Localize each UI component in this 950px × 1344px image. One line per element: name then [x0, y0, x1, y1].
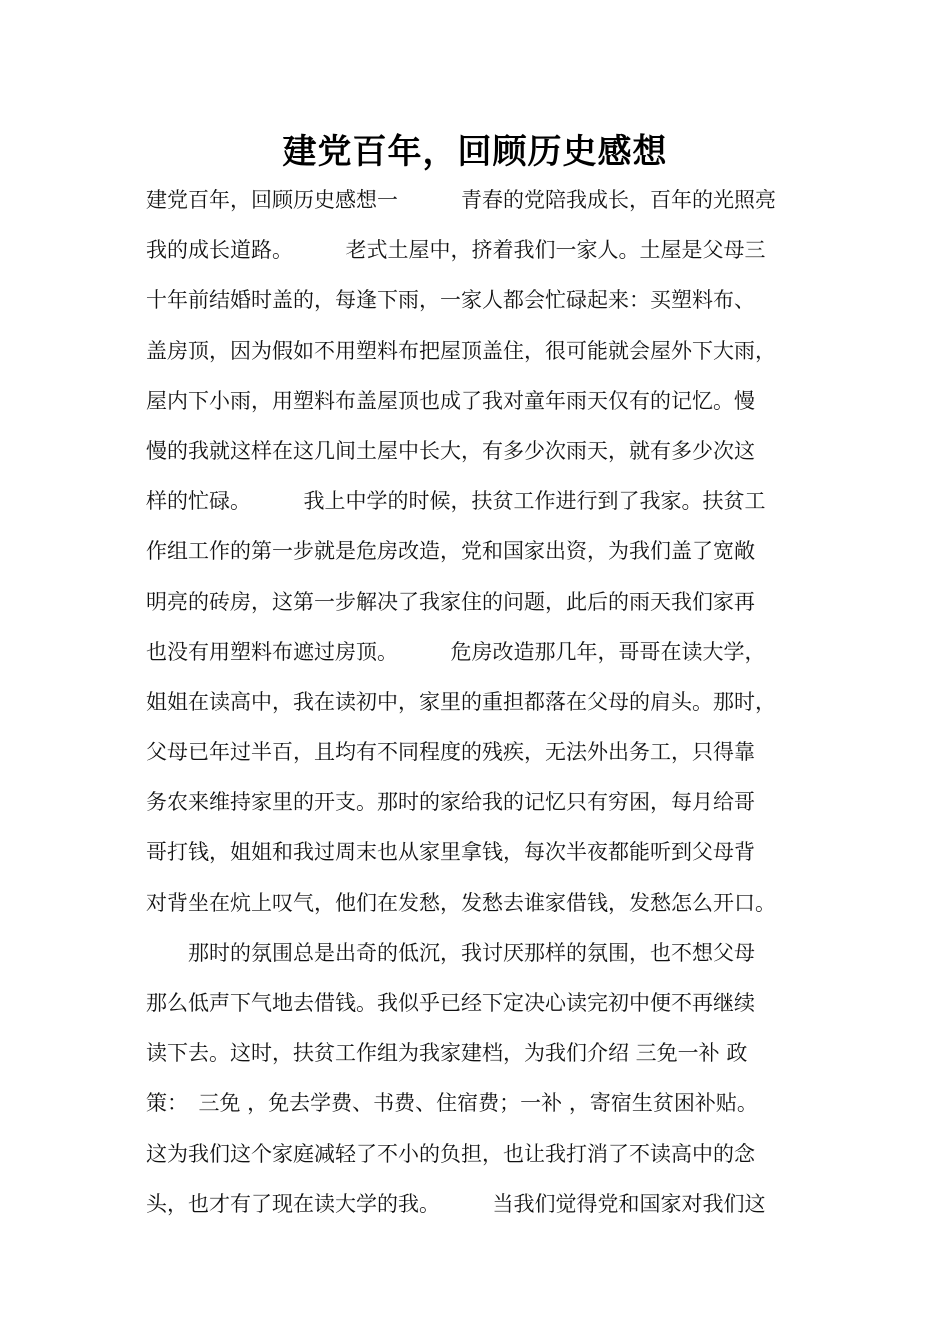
text-line: 姐姐在读高中，我在读初中，家里的重担都落在父母的肩头。那时， — [146, 689, 776, 714]
text-line: 慢的我就这样在这几间土屋中长大，有多少次雨天，就有多少次这 — [146, 438, 755, 463]
text-line: 我的成长道路。 老式土屋中，挤着我们一家人。土屋是父母三 — [146, 238, 766, 263]
text-line: 盖房顶，因为假如不用塑料布把屋顶盖住，很可能就会屋外下大雨， — [146, 338, 776, 363]
text-line: 十年前结婚时盖的，每逢下雨，一家人都会忙碌起来：买塑料布、 — [146, 288, 755, 313]
text-line: 务农来维持家里的开支。那时的家给我的记忆只有穷困，每月给哥 — [146, 790, 755, 815]
text-line: 那时的氛围总是出奇的低沉，我讨厌那样的氛围，也不想父母 — [146, 940, 755, 965]
text-line: 样的忙碌。 我上中学的时候，扶贫工作进行到了我家。扶贫工 — [146, 489, 766, 514]
text-line: 对背坐在炕上叹气，他们在发愁，发愁去谁家借钱，发愁怎么开口。 — [146, 890, 776, 915]
text-line: 头，也才有了现在读大学的我。 当我们觉得党和国家对我们这 — [146, 1191, 766, 1216]
text-line: 建党百年，回顾历史感想一 青春的党陪我成长，百年的光照亮 — [146, 188, 776, 212]
text-line: 屋内下小雨，用塑料布盖屋顶也成了我对童年雨天仅有的记忆。慢 — [146, 388, 755, 413]
text-line: 读下去。这时，扶贫工作组为我家建档，为我们介绍 三免一补 政 — [146, 1041, 748, 1066]
text-line: 那么低声下气地去借钱。我似乎已经下定决心读完初中便不再继续 — [146, 991, 755, 1015]
text-line: 明亮的砖房，这第一步解决了我家住的问题，此后的雨天我们家再 — [146, 589, 755, 614]
document-body — [146, 180, 836, 1234]
text-line: 策： 三免 ，免去学费、书费、住宿费；一补 ，寄宿生贫困补贴。 — [146, 1091, 758, 1116]
text-line: 哥打钱，姐姐和我过周末也从家里拿钱，每次半夜都能听到父母背 — [146, 840, 755, 865]
text-line: 父母已年过半百，且均有不同程度的残疾，无法外出务工，只得靠 — [146, 740, 755, 765]
text-line: 这为我们这个家庭减轻了不小的负担，也让我打消了不读高中的念 — [146, 1141, 755, 1166]
text-line: 作组工作的第一步就是危房改造，党和国家出资，为我们盖了宽敞 — [146, 539, 755, 564]
document-title: 建党百年，回顾历史感想 — [282, 132, 668, 172]
text-line: 也没有用塑料布遮过房顶。 危房改造那几年，哥哥在读大学， — [146, 639, 766, 664]
